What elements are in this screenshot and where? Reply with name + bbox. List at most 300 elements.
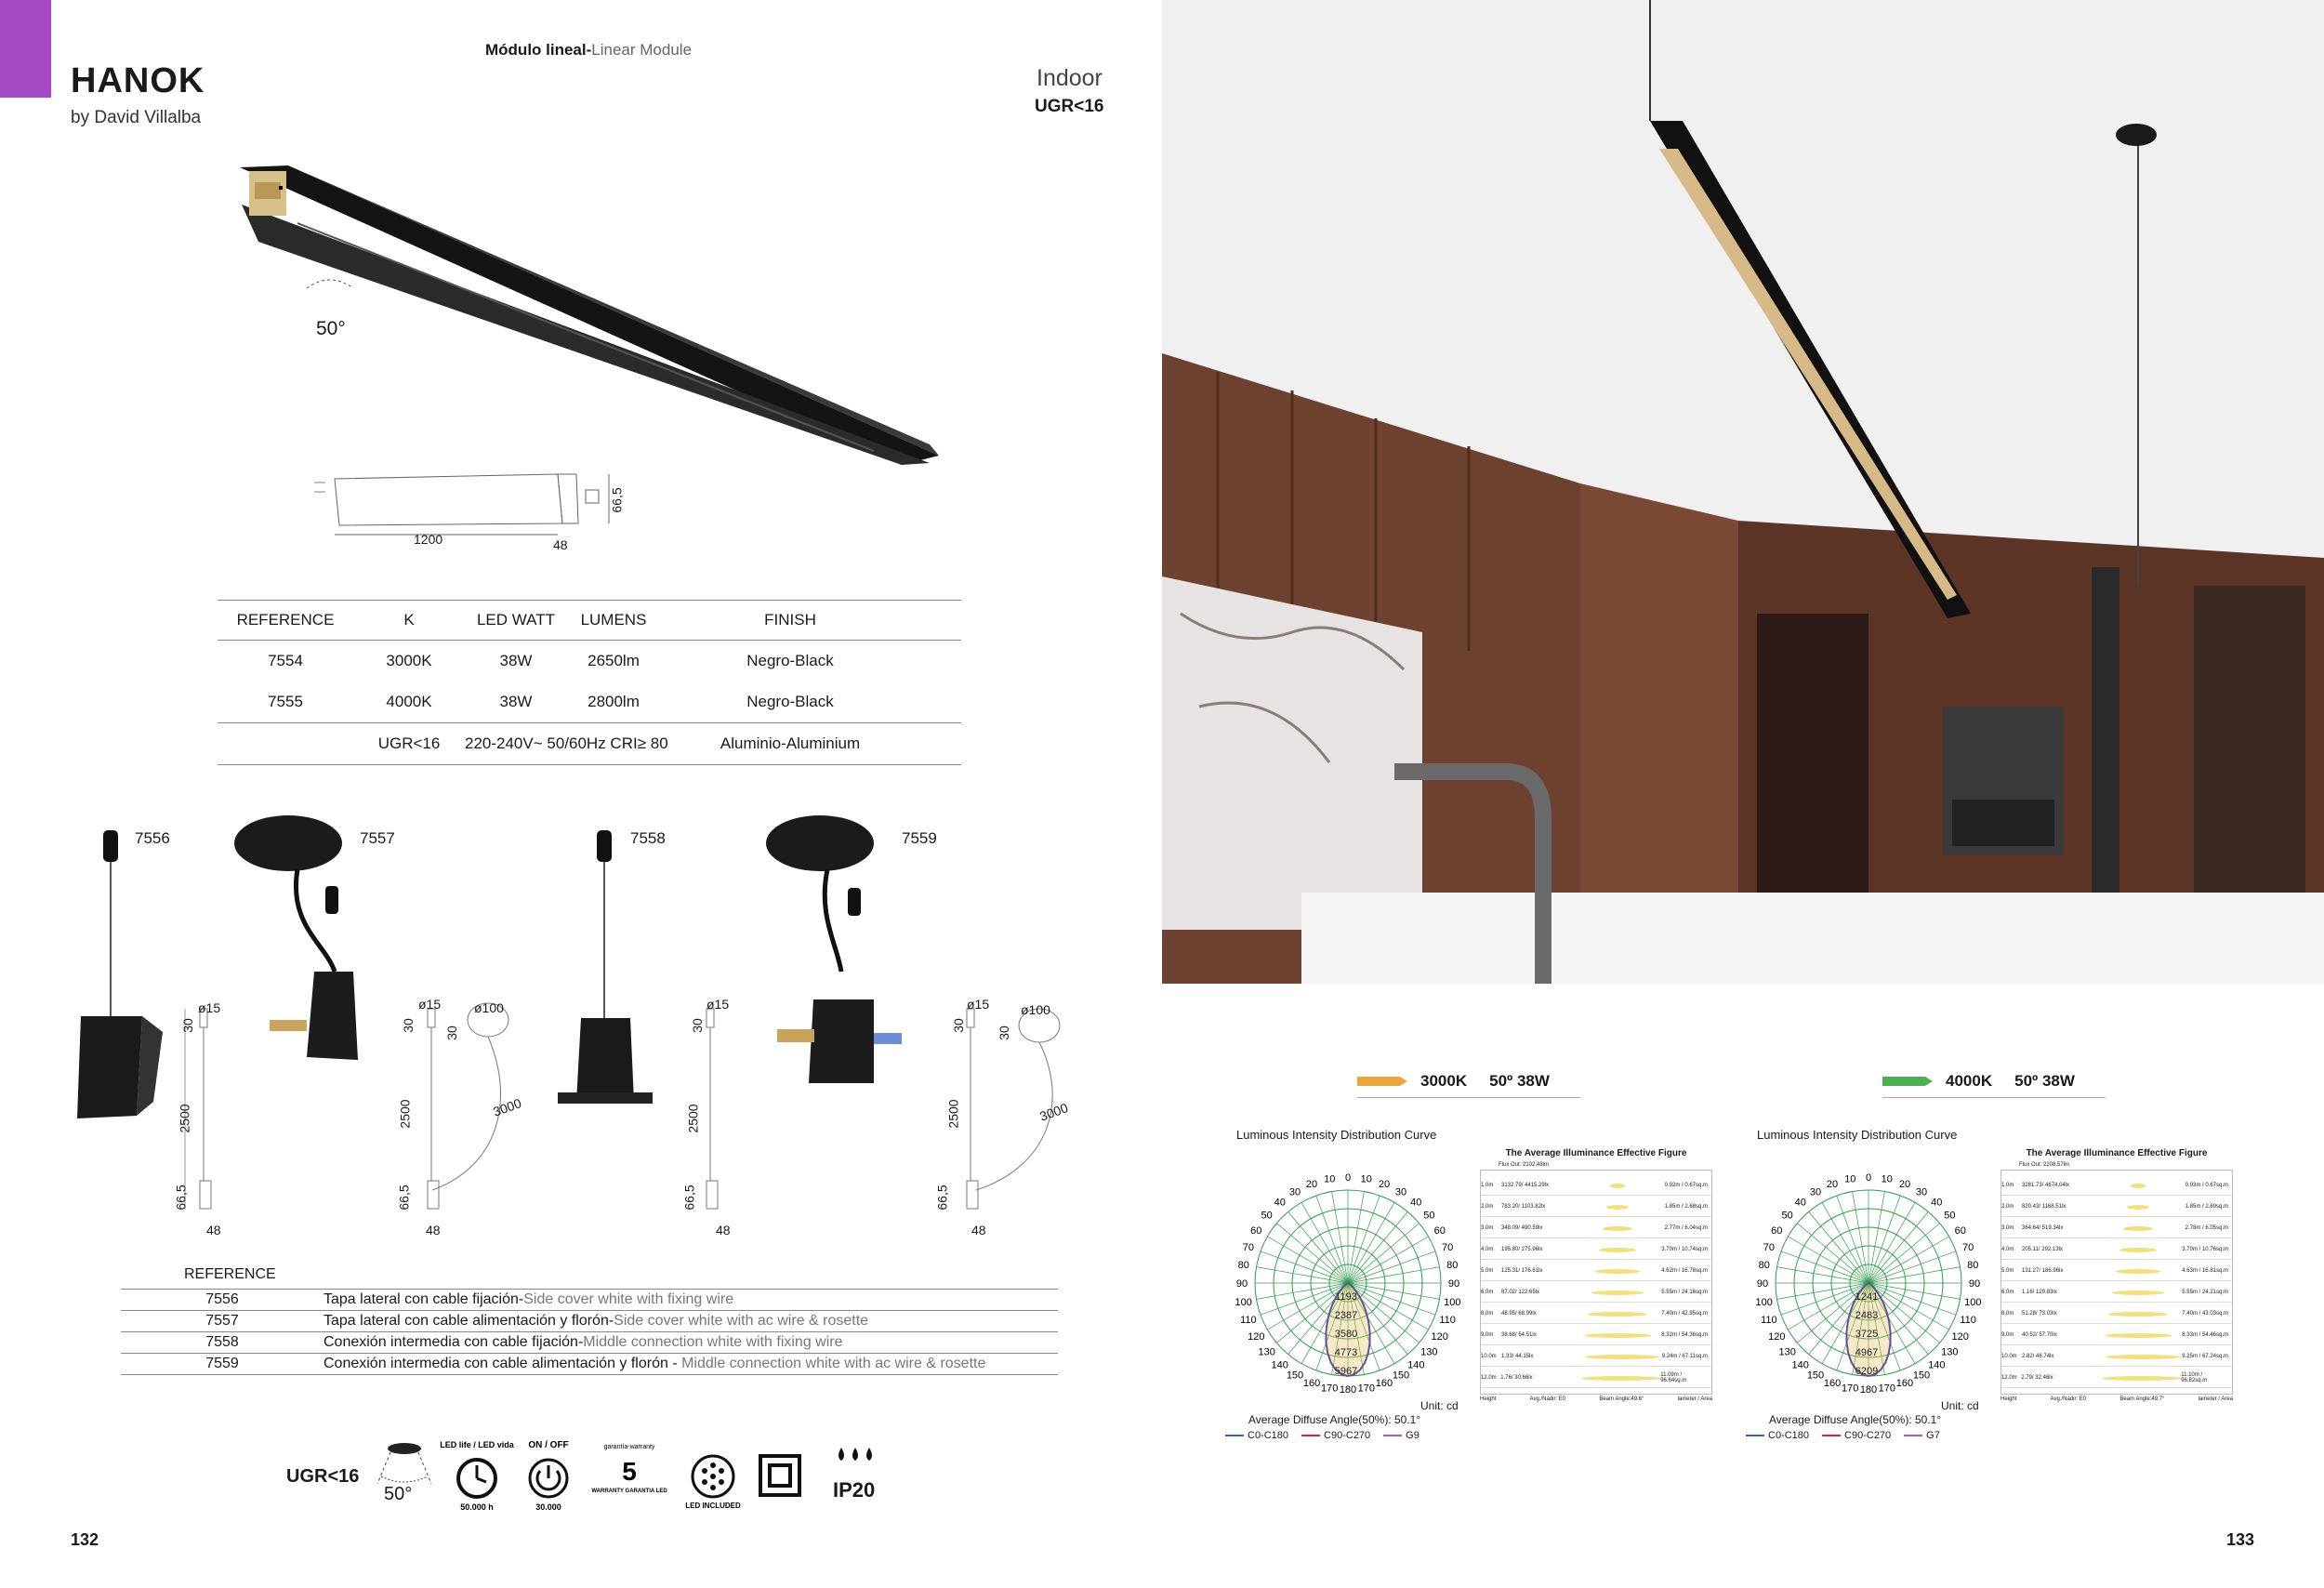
row-illuminance: 2.82/ 46.74lx	[2022, 1354, 2054, 1359]
polar-angle-label: 90	[1756, 1278, 1769, 1290]
legend-item	[1746, 1430, 1809, 1441]
polar-angle-label: 60	[1433, 1225, 1446, 1237]
row-illuminance: 87.02/ 122.65lx	[1501, 1290, 1540, 1295]
polar-angle-label: 150	[1806, 1370, 1825, 1382]
diffuse-angle: Average Diffuse Angle(50%): 50.1°	[1769, 1413, 1942, 1426]
ring-value-label: 2483	[1855, 1310, 1879, 1321]
polar-angle-label: 40	[1794, 1197, 1806, 1209]
table-row	[121, 1354, 1058, 1375]
row-illuminance: 364.64/ 519.34lx	[2022, 1225, 2064, 1231]
cell-ugr: UGR<16	[377, 734, 441, 752]
polar-angle-label: 140	[1928, 1359, 1946, 1371]
row-area: 4.63m / 16.81sq.m	[2182, 1268, 2228, 1274]
row-height: 10.0m	[2001, 1354, 2017, 1359]
row-height: 8.0m	[1481, 1311, 1494, 1317]
accessory-7558-image	[548, 823, 688, 1130]
row-height: 9.0m	[1481, 1332, 1494, 1338]
page-number-left: 132	[71, 1530, 99, 1549]
polar-angle-label: 170	[1878, 1383, 1895, 1395]
col-header-reference: REFERENCE	[236, 611, 335, 629]
row-illuminance: 40.52/ 57.70lx	[2022, 1332, 2057, 1338]
polar-angle-label: 150	[1392, 1370, 1410, 1382]
row-height: 3.0m	[2001, 1225, 2014, 1231]
table-row	[218, 682, 961, 723]
photometry-label-3000k	[1357, 1067, 1580, 1095]
dimension-drawing	[307, 470, 623, 553]
row-height: 1.0m	[1481, 1183, 1494, 1188]
illuminance-row	[1481, 1198, 1711, 1217]
color-arrow-icon	[1357, 1075, 1409, 1088]
accessory-table-header: REFERENCE	[121, 1266, 1058, 1290]
desc-es: Tapa lateral con cable alimentación y florón-	[324, 1313, 614, 1329]
led-life-text: LED life / LED vida	[440, 1440, 514, 1449]
dim-bw: 48	[971, 1223, 986, 1237]
accessory-ref-7556: 7556	[135, 829, 170, 847]
row-area: 3.70m / 10.76sq.m	[2182, 1247, 2228, 1252]
dim-bw: 48	[206, 1223, 221, 1237]
linear-module-render	[223, 149, 948, 483]
on-off-icon	[516, 1439, 581, 1514]
row-height: 10.0m	[1481, 1354, 1497, 1359]
dim-height: 66,5	[609, 487, 625, 513]
cell-k: 4000K	[386, 693, 432, 710]
led-included-icon	[679, 1439, 748, 1514]
cell-reference: 7559	[205, 1356, 239, 1371]
illuminance-footer	[1480, 1396, 1712, 1402]
row-illuminance: 1.76/ 30.66lx	[1500, 1375, 1533, 1381]
curve-legend	[1746, 1430, 1940, 1441]
polar-angle-label: 100	[1755, 1296, 1773, 1308]
on-off-count: 30.000	[535, 1502, 561, 1512]
cell-reference: 7558	[205, 1334, 239, 1350]
dim-d-large: ø100	[474, 1000, 504, 1015]
led-included-text: LED INCLUDED	[685, 1502, 741, 1510]
warranty-icon	[591, 1441, 667, 1515]
polar-angle-label: 50	[1781, 1210, 1793, 1222]
polar-angle-label: 130	[1420, 1346, 1438, 1358]
polar-angle-label: 110	[1960, 1314, 1976, 1326]
illuminance-ellipse	[2112, 1290, 2164, 1295]
row-height: 4.0m	[1481, 1247, 1494, 1252]
cell-lumens: 2650lm	[588, 652, 640, 669]
polar-angle-label: 20	[1378, 1178, 1391, 1190]
polar-angle-label: 90	[1968, 1278, 1981, 1290]
row-area: 4.62m / 16.78sq.m	[1661, 1268, 1708, 1274]
dim-d-large: ø100	[1021, 1002, 1050, 1017]
dim-h2: 30	[996, 1026, 1011, 1040]
cell-finish-footer: Aluminio-Aluminium	[720, 734, 861, 752]
polar-angle-label: 10	[1844, 1173, 1856, 1185]
polar-angle-label: 110	[1439, 1314, 1456, 1326]
illuminance-row	[2001, 1176, 2232, 1196]
polar-angle-label: 30	[1394, 1186, 1407, 1198]
polar-angle-label: 100	[1235, 1296, 1252, 1308]
ugr-header-label: UGR<16	[1035, 97, 1104, 116]
polar-angle-label: 180	[1859, 1384, 1878, 1396]
illuminance-row	[1481, 1240, 1711, 1260]
illuminance-row	[2001, 1219, 2232, 1238]
row-illuminance: 1.16/ 129.83lx	[2022, 1290, 2057, 1295]
row-height: 12.0m	[2001, 1375, 2017, 1381]
desc-en: Side cover white with ac wire & rosette	[614, 1313, 869, 1329]
footer-label: lameter / Area	[2198, 1396, 2233, 1402]
kitchen-photo	[1162, 0, 2324, 984]
polar-angle-label: 110	[1240, 1314, 1257, 1326]
curve-title: Luminous Intensity Distribution Curve	[1236, 1128, 1437, 1142]
illuminance-row	[1481, 1326, 1711, 1345]
row-illuminance: 2.79/ 32.46lx	[2021, 1375, 2053, 1381]
polar-angle-label: 120	[1431, 1331, 1448, 1343]
polar-chart	[1738, 1153, 1999, 1413]
legend-label: C0-C180	[1768, 1430, 1810, 1441]
cell-reference: 7556	[205, 1291, 239, 1307]
illuminance-row	[1481, 1262, 1711, 1281]
row-illuminance: 3281.73/ 4674.04lx	[2022, 1183, 2070, 1188]
polar-angle-label: 120	[1951, 1331, 1969, 1343]
ring-value-label: 6209	[1855, 1366, 1879, 1377]
illuminance-row	[2001, 1304, 2232, 1324]
illuminance-figure	[2000, 1148, 2233, 1418]
polar-angle-label: 170	[1357, 1383, 1375, 1395]
illuminance-grid	[1480, 1170, 1712, 1395]
accessory-ref-7559: 7559	[902, 829, 937, 847]
footer-label: Height	[1480, 1396, 1497, 1402]
ugr-icon-label: UGR<16	[286, 1466, 360, 1487]
col-header-finish: FINISH	[764, 611, 816, 629]
dim-cable: 3000	[491, 1095, 523, 1119]
desc-es: Conexión intermedia con cable fijación-	[324, 1334, 584, 1350]
illuminance-ellipse	[1595, 1269, 1640, 1274]
polar-angle-label: 10	[1881, 1173, 1893, 1185]
polar-angle-label: 150	[1286, 1370, 1304, 1382]
illuminance-ellipse	[1610, 1184, 1625, 1188]
polar-angle-label: 130	[1941, 1346, 1959, 1358]
dim-length: 1200	[414, 532, 443, 547]
polar-angle-label: 160	[1375, 1378, 1393, 1390]
polar-chart	[1218, 1153, 1478, 1413]
row-height: 4.0m	[2001, 1247, 2014, 1252]
row-illuminance: 38.68/ 54.51lx	[1501, 1332, 1537, 1338]
row-area: 1.85m / 2.69sq.m	[2185, 1204, 2228, 1210]
illuminance-title: The Average Illuminance Effective Figure	[1505, 1148, 1687, 1158]
illuminance-row	[2001, 1326, 2232, 1345]
dim-drop: 2500	[397, 1099, 413, 1129]
illuminance-ellipse	[2106, 1333, 2172, 1338]
accessory-7559-dimensions	[939, 999, 1097, 1241]
row-illuminance: 131.27/ 186.96lx	[2022, 1268, 2064, 1274]
illuminance-ellipse	[1585, 1333, 1652, 1338]
dim-drop: 2500	[177, 1104, 192, 1133]
polar-angle-label: 30	[1288, 1186, 1301, 1198]
footer-label: Height	[2000, 1396, 2017, 1402]
cell-power: 220-240V~ 50/60Hz CRI≥ 80	[465, 734, 668, 752]
polar-angle-label: 90	[1235, 1278, 1248, 1290]
illuminance-grid	[2000, 1170, 2233, 1395]
desc-en: Middle connection white with fixing wire	[583, 1334, 843, 1350]
section-color-tab	[0, 0, 51, 98]
cell-lumens: 2800lm	[588, 693, 640, 710]
dim-d-small: ø15	[418, 997, 442, 1012]
legend-item	[1301, 1430, 1370, 1441]
footer-label: Beam Angle:49.7°	[2119, 1396, 2165, 1402]
row-area: 8.33m / 54.46sq.m	[2182, 1332, 2228, 1338]
row-area: 5.55m / 24.16sq.m	[1661, 1290, 1708, 1295]
table-row	[121, 1332, 1058, 1354]
curve-title: Luminous Intensity Distribution Curve	[1757, 1128, 1958, 1142]
flux-out: Flux Out: 2208.57lm	[2019, 1162, 2070, 1168]
legend-label: C90-C270	[1844, 1430, 1892, 1441]
polar-angle-label: 130	[1778, 1346, 1796, 1358]
row-illuminance: 1.33/ 44.15lx	[1501, 1354, 1534, 1359]
desc-es: Conexión intermedia con cable alimentación y florón -	[324, 1356, 682, 1371]
illuminance-figure	[1480, 1148, 1712, 1418]
polar-angle-label: 140	[1271, 1359, 1288, 1371]
row-area: 3.70m / 10.74sq.m	[1661, 1247, 1708, 1252]
legend-item	[1822, 1430, 1891, 1441]
accessory-ref-7557: 7557	[360, 829, 395, 847]
cell-watt: 38W	[499, 693, 533, 710]
illuminance-ellipse	[1585, 1355, 1659, 1359]
row-height: 5.0m	[1481, 1268, 1494, 1274]
diffuse-angle: Average Diffuse Angle(50%): 50.1°	[1248, 1413, 1421, 1426]
dim-d-small: ø15	[706, 997, 730, 1012]
class-ii-icon	[757, 1452, 803, 1499]
polar-angle-label: 80	[1967, 1260, 1979, 1272]
footer-label: Beam Angle:49.6°	[1599, 1396, 1644, 1402]
cct-label: 3000K	[1420, 1072, 1468, 1090]
beam-angle-icon-label: 50°	[384, 1484, 413, 1504]
row-illuminance: 820.43/ 1168.51lx	[2022, 1204, 2067, 1210]
legend-label: G7	[1926, 1430, 1940, 1441]
accessory-7557-dimensions	[395, 999, 553, 1241]
warranty-text: garantía-warranty	[603, 1444, 655, 1450]
row-height: 12.0m	[1481, 1375, 1497, 1381]
row-area: 9.25m / 67.24sq.m	[2182, 1354, 2228, 1359]
illuminance-ellipse	[2131, 1184, 2146, 1188]
spec-table	[218, 600, 961, 765]
polar-angle-label: 0	[1865, 1172, 1872, 1184]
polar-angle-label: 70	[1763, 1242, 1775, 1254]
polar-angle-label: 40	[1274, 1197, 1286, 1209]
illuminance-ellipse	[1603, 1226, 1632, 1231]
dim-width: 48	[553, 537, 568, 552]
footer-label: lameter / Area	[1677, 1396, 1712, 1402]
illuminance-footer	[2000, 1396, 2233, 1402]
dim-drop: 2500	[945, 1099, 961, 1129]
legend-label: C90-C270	[1324, 1430, 1371, 1441]
row-height: 2.0m	[2001, 1204, 2014, 1210]
row-illuminance: 195.80/ 275.96lx	[1501, 1247, 1543, 1252]
dim-h1: 30	[400, 1018, 416, 1033]
row-illuminance: 348.09/ 490.59lx	[1501, 1225, 1543, 1231]
row-area: 9.24m / 67.11sq.m	[1661, 1354, 1708, 1359]
legend-item	[1904, 1430, 1940, 1441]
polar-angle-label: 110	[1761, 1314, 1777, 1326]
illuminance-row	[2001, 1369, 2232, 1388]
ring-value-label: 3580	[1334, 1329, 1358, 1340]
water-drops-icon	[832, 1446, 878, 1469]
polar-angle-label: 10	[1360, 1173, 1372, 1185]
polar-angle-label: 100	[1444, 1296, 1461, 1308]
indoor-label: Indoor	[1037, 65, 1103, 91]
polar-angle-label: 120	[1768, 1331, 1786, 1343]
illuminance-title: The Average Illuminance Effective Figure	[2026, 1148, 2208, 1158]
row-area: 1.85m / 2.68sq.m	[1664, 1204, 1708, 1210]
accessory-ref-7558: 7558	[630, 829, 666, 847]
polar-angle-label: 40	[1931, 1197, 1943, 1209]
product-name: HANOK	[71, 61, 205, 100]
row-height: 3.0m	[1481, 1225, 1494, 1231]
illuminance-ellipse	[2119, 1248, 2157, 1252]
table-row	[121, 1311, 1058, 1332]
dim-cable: 3000	[1037, 1100, 1070, 1124]
illuminance-ellipse	[1606, 1205, 1629, 1210]
accessory-7559-image	[762, 814, 920, 1139]
spec-label: 50º 38W	[1489, 1072, 1550, 1090]
illuminance-row	[1481, 1283, 1711, 1303]
polar-angle-label: 10	[1324, 1173, 1336, 1185]
dim-bw: 48	[426, 1223, 441, 1237]
flux-out: Flux Out: 2102.48lm	[1499, 1162, 1550, 1168]
illuminance-row	[2001, 1240, 2232, 1260]
row-height: 9.0m	[2001, 1332, 2014, 1338]
led-life-icon	[440, 1439, 514, 1514]
polar-angle-label: 130	[1258, 1346, 1275, 1358]
polar-angle-label: 90	[1447, 1278, 1460, 1290]
row-illuminance: 48.95/ 68.99lx	[1501, 1311, 1537, 1317]
row-area: 0.93m / 0.67sq.m	[2185, 1183, 2228, 1188]
cell-watt: 38W	[499, 652, 533, 669]
ring-value-label: 4773	[1334, 1347, 1358, 1358]
polar-angle-label: 80	[1758, 1260, 1770, 1272]
illuminance-row	[1481, 1369, 1711, 1388]
dim-bh: 66,5	[934, 1184, 950, 1211]
row-height: 8.0m	[2001, 1311, 2014, 1317]
col-header-lumens: LUMENS	[580, 611, 647, 629]
ring-value-label: 1241	[1855, 1291, 1879, 1303]
row-illuminance: 3132.79/ 4415.29lx	[1501, 1183, 1550, 1188]
polar-angle-label: 30	[1809, 1186, 1822, 1198]
row-height: 2.0m	[1481, 1204, 1494, 1210]
polar-angle-label: 140	[1407, 1359, 1425, 1371]
illuminance-row	[1481, 1304, 1711, 1324]
polar-angle-label: 140	[1791, 1359, 1809, 1371]
illuminance-ellipse	[2116, 1269, 2160, 1274]
polar-angle-label: 60	[1250, 1225, 1262, 1237]
illuminance-ellipse	[1588, 1312, 1647, 1317]
dim-h1: 30	[950, 1018, 966, 1033]
color-arrow-icon	[1882, 1075, 1934, 1088]
dim-bh: 66,5	[681, 1184, 697, 1211]
illuminance-ellipse	[2127, 1205, 2149, 1210]
polar-angle-label: 20	[1826, 1178, 1839, 1190]
legend-label: C0-C180	[1248, 1430, 1289, 1441]
dim-d-small: ø15	[967, 997, 990, 1012]
spec-label: 50º 38W	[2014, 1072, 2075, 1090]
illuminance-row	[2001, 1262, 2232, 1281]
polar-angle-label: 50	[1261, 1210, 1273, 1222]
illuminance-ellipse	[2106, 1355, 2180, 1359]
polar-angle-label: 80	[1446, 1260, 1459, 1272]
illuminance-row	[2001, 1347, 2232, 1367]
ring-value-label: 5967	[1334, 1366, 1358, 1377]
illuminance-ellipse	[2102, 1376, 2181, 1381]
footer-label: Avg./Nadir: E0	[2050, 1396, 2087, 1402]
polar-angle-label: 60	[1771, 1225, 1783, 1237]
polar-angle-label: 30	[1915, 1186, 1928, 1198]
series-label-es: Módulo lineal-	[485, 41, 592, 59]
row-height: 5.0m	[2001, 1268, 2014, 1274]
dim-h1: 30	[689, 1018, 705, 1033]
legend-label: G9	[1406, 1430, 1419, 1441]
dim-bh: 66,5	[396, 1184, 412, 1211]
polar-angle-label: 50	[1423, 1210, 1435, 1222]
row-area: 11.10m / 96.82sq.m	[2181, 1372, 2208, 1383]
illuminance-ellipse	[2108, 1312, 2168, 1317]
row-area: 2.77m / 6.04sq.m	[1664, 1225, 1708, 1231]
accessory-table	[121, 1266, 1058, 1375]
polar-angle-label: 50	[1944, 1210, 1956, 1222]
dim-bh: 66,5	[173, 1184, 189, 1211]
legend-item	[1383, 1430, 1419, 1441]
cell-reference: 7555	[268, 693, 303, 710]
led-life-hours: 50.000 h	[460, 1502, 494, 1512]
row-area: 11.09m / 96.64sq.m	[1660, 1372, 1687, 1383]
warranty-years: 5	[622, 1457, 637, 1486]
divider	[1357, 1097, 1580, 1098]
photometry-label-4000k	[1882, 1067, 2106, 1095]
row-illuminance: 125.31/ 176.61lx	[1501, 1268, 1543, 1274]
col-header-k: K	[403, 611, 415, 629]
cell-finish: Negro-Black	[746, 652, 834, 669]
ring-value-label: 2387	[1334, 1310, 1358, 1321]
spec-table-header	[218, 600, 961, 641]
polar-angle-label: 160	[1302, 1378, 1321, 1390]
designer-credit: by David Villalba	[71, 108, 202, 127]
warranty-sub: WARRANTY GARANTIA LED	[591, 1489, 667, 1494]
divider	[1882, 1097, 2106, 1098]
curve-legend	[1225, 1430, 1419, 1441]
polar-angle-label: 160	[1895, 1378, 1914, 1390]
row-area: 7.40m / 43.03sq.m	[2182, 1311, 2228, 1317]
cell-reference: 7557	[205, 1313, 239, 1329]
polar-angle-label: 100	[1964, 1296, 1982, 1308]
desc-en: Middle connection white with ac wire & rosette	[681, 1356, 986, 1371]
polar-angle-label: 120	[1248, 1331, 1265, 1343]
row-illuminance: 51.28/ 73.03lx	[2022, 1311, 2057, 1317]
polar-angle-label: 80	[1237, 1260, 1249, 1272]
dim-d-small: ø15	[198, 1000, 221, 1015]
polar-angle-label: 70	[1962, 1242, 1974, 1254]
page-number-right: 133	[2226, 1530, 2255, 1549]
dim-bw: 48	[716, 1223, 731, 1237]
illuminance-ellipse	[1591, 1290, 1644, 1295]
beam-angle-label: 50°	[316, 318, 346, 339]
row-illuminance: 205.11/ 292.13lx	[2022, 1247, 2063, 1252]
row-area: 5.55m / 24.21sq.m	[2182, 1290, 2228, 1295]
polar-angle-label: 40	[1410, 1197, 1422, 1209]
polar-angle-label: 180	[1339, 1384, 1357, 1396]
legend-item	[1225, 1430, 1288, 1441]
polar-angle-label: 0	[1344, 1172, 1352, 1184]
unit-label: Unit: cd	[1420, 1399, 1459, 1412]
illuminance-ellipse	[2123, 1226, 2153, 1231]
ip-rating: IP20	[833, 1478, 876, 1502]
row-height: 6.0m	[1481, 1290, 1494, 1295]
row-area: 0.92m / 0.67sq.m	[1664, 1183, 1708, 1188]
polar-angle-label: 60	[1954, 1225, 1966, 1237]
illuminance-ellipse	[1599, 1248, 1636, 1252]
